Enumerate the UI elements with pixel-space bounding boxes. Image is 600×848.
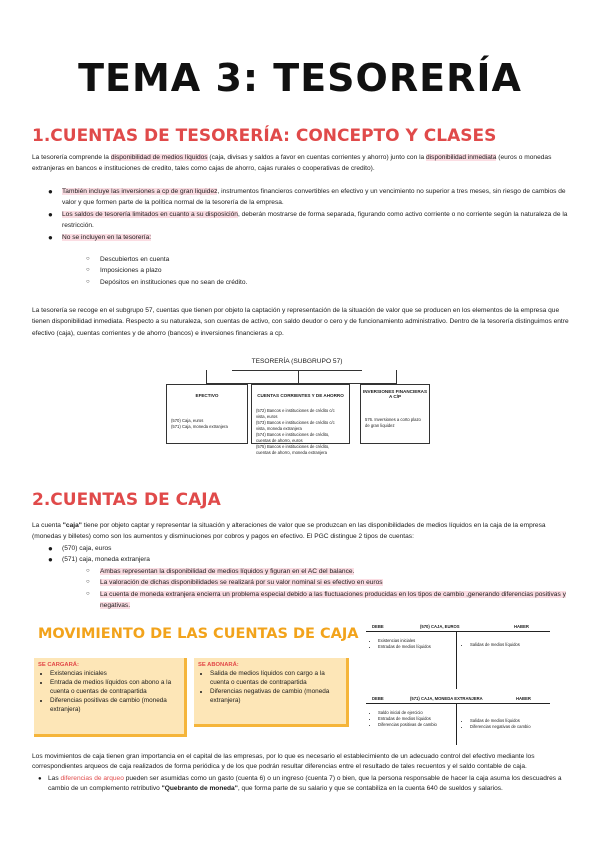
circle-bullet-icon: ○ — [86, 256, 90, 262]
connector-line — [206, 370, 207, 384]
list-item: • Entradas de medios líquidos — [378, 716, 460, 722]
list-item: ○ La valoración de dichas disponibilidades se realizará por su valor nominal si es efectivo en euros — [100, 577, 570, 588]
cargara-heading: SE CARGARÁ: — [38, 662, 79, 668]
list-item: • Saldo inicial de ejercicio — [378, 710, 460, 716]
box-heading: INVERSIONES FINANCIERAS A C/P — [362, 389, 428, 399]
box-heading: CUENTAS CORRIENTES Y DE AHORRO — [257, 393, 344, 398]
circle-bullet-icon: ○ — [86, 590, 90, 597]
list-item: • Diferencias negativas de cambio (moneda extranjera) — [210, 687, 342, 705]
box-item: (571) Caja, moneda extranjera — [171, 424, 228, 429]
bullet-icon: ● — [48, 232, 53, 242]
box-item: (573) Bancos e instituciones de crédito c/c vista, moneda extranjera — [256, 420, 335, 431]
closing-paragraph: Los movimientos de caja tienen gran importancia en el capital de las empresas, por lo que es necesario el establecimiento de un adecuado control del efectivo mediante los correspondientes arqueos de caja realizados de forma periódica y de los que podrán resultar diferencias entre el resultado de tales recuentos y el saldo contable de caja. — [32, 753, 535, 770]
list-item: ● (571) caja, moneda extranjera — [48, 555, 150, 565]
list-item: ○ La cuenta de moneda extranjera encierra un problema especial debido a las fluctuaciones producidas en los tipos de cambio ,generando diferencias positivas y negativas. — [86, 590, 566, 610]
t-account-570 — [366, 624, 552, 690]
list-item: ○ Imposiciones a plazo — [100, 265, 500, 276]
bullet-icon: ● — [48, 209, 53, 219]
t-account-571 — [366, 696, 552, 746]
bullet-icon: ● — [48, 544, 53, 553]
list-item: ● Los saldos de tesorería limitados en cuanto a su disposición, deberán mostrarse de forma separada, figurando como activo corriente o no corriente según la naturaleza de la restricción. — [48, 209, 568, 230]
section-1-heading: 1.CUENTAS DE TESORERÍA: CONCEPTO Y CLASES — [32, 126, 497, 146]
list-item: ● (570) caja, euros — [48, 544, 112, 553]
diagram-root: TESORERÍA (SUBGRUPO 57) — [232, 358, 362, 371]
section-1-paragraph: La tesorería se recoge en el subgrupo 57, cuentas que tienen por objeto la captación y representación de la situación de valor que se producen en los elementos de la empresa que tienen disponibilidad inmediata. Respecto a su naturaleza, son cuentas de activo, con saldo deudor o cero y de funcionamiento administrativo. Dentro de la tesorería distinguimos entre efectivo (caja), cuentas corrientes y de ahorro (bancos) e inversiones financieras a cp. — [32, 307, 569, 337]
t-haber-label: HABER — [516, 696, 531, 701]
list-item: • Existencias iniciales — [50, 669, 180, 678]
abonara-heading: SE ABONARÁ: — [198, 662, 239, 668]
circle-bullet-icon: ○ — [86, 278, 90, 285]
bullet-icon: ● — [38, 776, 42, 782]
t-title: (571) CAJA, MONEDA EXTRANJERA — [410, 696, 483, 701]
t-horizontal-line — [366, 703, 550, 704]
list-item: ● También incluye las inversiones a cp de gran liquidez, instrumentos financieros convertibles en efectivo y un vencimiento no superior a tres meses, sin riesgo de cambios de valor y que formen parte de la política normal de la tesorería de la empresa. — [48, 187, 566, 207]
t-haber-label: HABER — [514, 624, 529, 629]
list-item: • Existencias iniciales — [378, 638, 458, 644]
abonara-box — [194, 658, 349, 727]
cargara-box — [34, 658, 187, 737]
list-item: • Salidas de medios líquidos — [470, 718, 560, 724]
t-horizontal-line — [366, 631, 550, 632]
list-item: ● No se incluyen en la tesorería: — [48, 232, 152, 242]
diagram-box-cuentas — [251, 384, 350, 455]
t-debe-label: DEBE — [372, 624, 384, 629]
box-item: (572) Bancos e instituciones de crédito c/c vista, euros — [256, 408, 335, 419]
section-2-subitems — [86, 566, 570, 612]
list-item: ○ Descubiertos en cuenta — [100, 254, 500, 265]
bullet-icon: ● — [48, 187, 53, 196]
t-debe-label: DEBE — [372, 696, 384, 701]
circle-bullet-icon: ○ — [86, 579, 90, 586]
t-title: (570) CAJA, EUROS — [420, 624, 460, 629]
box-item: (574) Bancos e instituciones de crédito, cuentas de ahorro, euros — [256, 432, 330, 443]
box-item: 576. Inversiones a corto plazo de gran liquidez — [365, 417, 421, 428]
section-1-intro: La tesorería comprende la disponibilidad de medios líquidos (caja, divisas y saldos a favor en cuentas corrientes y ahorro) junto con la disponibilidad inmediata (euros o monedas extranjeras en bancos e instituciones de credito, tales como cajas de ahorro, cajas rurales o cooperativas de credito). — [32, 154, 552, 173]
list-item: • Entradas de medios líquidos — [378, 644, 458, 650]
section-1-bullets — [48, 186, 572, 243]
movement-title: MOVIMIENTO DE LAS CUENTAS DE CAJA — [38, 626, 359, 642]
connector-line — [298, 370, 299, 384]
box-item: (570) Caja, euros — [171, 418, 204, 423]
circle-bullet-icon: ○ — [86, 267, 90, 274]
diagram-box-inversiones — [360, 384, 430, 444]
box-heading: EFECTIVO — [195, 393, 219, 398]
section-2-bullets — [48, 543, 462, 566]
closing-bullet: ● Las diferencias de arqueo pueden ser asumidas como un gasto (cuenta 6) o un ingreso (cuenta 7) o bien, que la persona responsable de hacer la caja asuma los descuadres a cambio de un complemento retributivo "Quebranto de moneda", que forma parte de su salario y que se contabiliza en la cuenta 640 de sueldos y salarios. — [38, 775, 562, 792]
diagram-box-efectivo — [166, 384, 248, 444]
list-item: • Diferencias positivas de cambio (moneda extranjera) — [50, 696, 180, 714]
list-item: • Salidas de medios líquidos — [470, 642, 560, 648]
page-title: TEMA 3: TESORERÍA — [78, 56, 522, 100]
section-2-heading: 2.CUENTAS DE CAJA — [32, 490, 221, 510]
list-item: • Salida de medios líquidos con cargo a la cuenta o cuentas de contrapartida — [210, 669, 342, 687]
section-2-intro: La cuenta "caja" tiene por objeto captar y representar la situación y alteraciones de valor que se produzcan en las disponibilidades de medios líquidos en la caja de la empresa (monedas y billetes) como son los aumentos y disminuciones por cobros y pagos en efectivo. El PGC distingue 2 tipos de cuentas: — [32, 522, 546, 541]
list-item: ○ Ambas representan la disponibilidad de medios líquidos y figuran en el AC del balance. — [100, 566, 570, 577]
list-item: ○ Depósitos en instituciones que no sean de crédito. — [100, 277, 500, 288]
bullet-icon: ● — [48, 555, 53, 565]
section-1-subitems — [86, 254, 500, 288]
connector-line — [396, 370, 397, 384]
list-item: • Entrada de medios líquidos con abono a la cuenta o cuentas de contrapartida — [50, 678, 180, 696]
circle-bullet-icon: ○ — [86, 568, 90, 574]
box-item: (575) Bancos e instituciones de crédito, cuentas de ahorro, moneda extranjera — [256, 444, 330, 455]
list-item: • Diferencias positivas de cambio — [378, 722, 460, 728]
list-item: • Diferencias negativas de cambio — [470, 724, 560, 730]
